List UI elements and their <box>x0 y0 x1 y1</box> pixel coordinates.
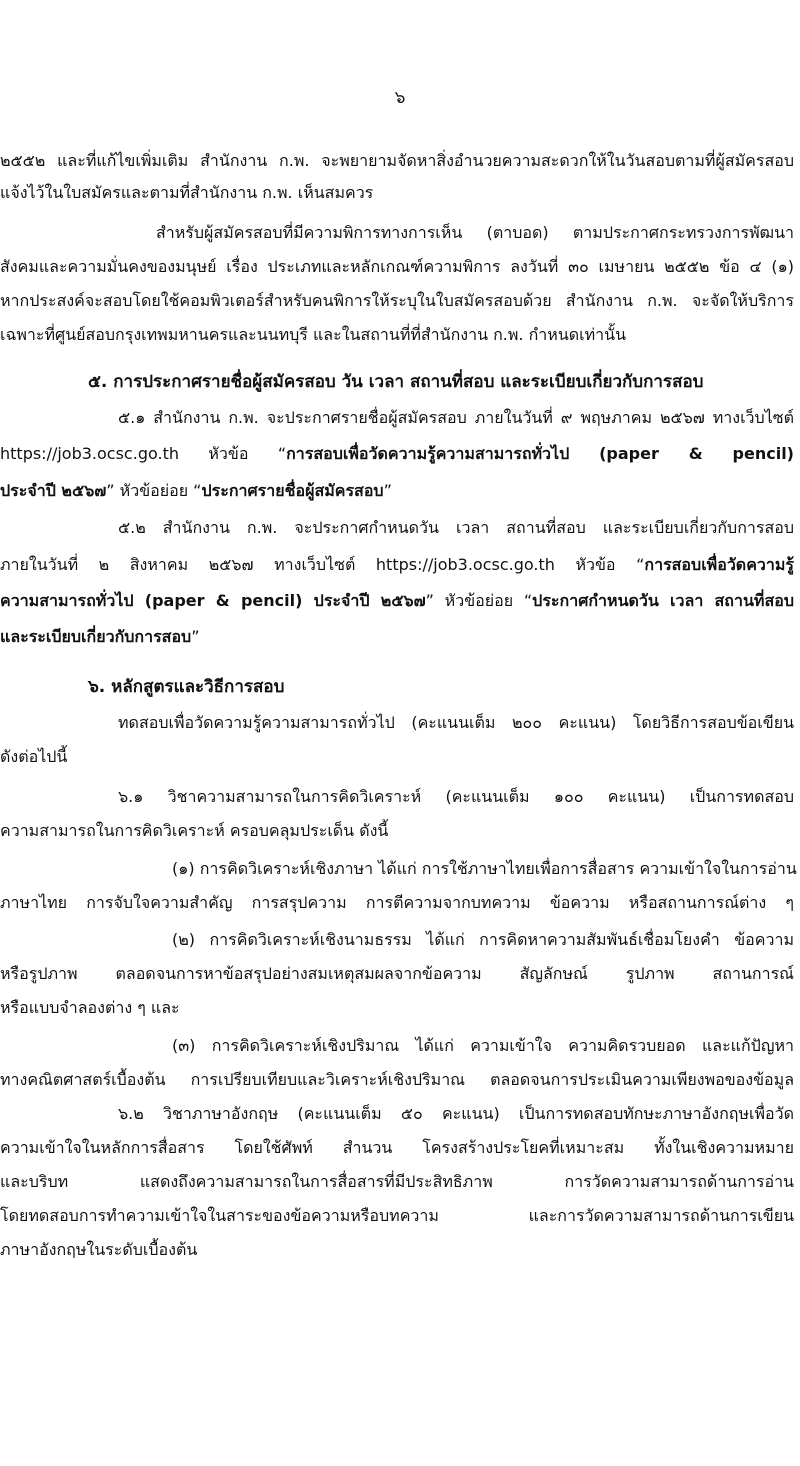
paragraph-line: ภาษาไทย การจับใจความสำคัญ การสรุปความ การตีความจากบทความ ข้อความ หรือสถานการณ์ต่าง ๆ <box>0 893 794 912</box>
paragraph-line: ดังต่อไปนี้ <box>0 747 68 766</box>
paragraph-line: ประจำปี ๒๕๖๗” หัวข้อย่อย “ประกาศรายชื่อผู้สมัครสอบ” <box>0 481 392 500</box>
paragraph-line: (๑) การคิดวิเคราะห์เชิงภาษา ได้แก่ การใช้ภาษาไทยเพื่อการสื่อสาร ความเข้าใจในการอ่าน <box>172 859 797 878</box>
paragraph-line: https://job3.ocsc.go.th หัวข้อ “การสอบเพื่อวัดความรู้ความสามารถทั่วไป (paper & pencil) <box>0 444 794 463</box>
paragraph-line: หากประสงค์จะสอบโดยใช้คอมพิวเตอร์สำหรับคนพิการให้ระบุในใบสมัครสอบด้วย สำนักงาน ก.พ. จะจัดให้บริการ <box>0 291 794 310</box>
paragraph-line: หรือรูปภาพ ตลอดจนการหาข้อสรุปอย่างสมเหตุสมผลจากข้อความ สัญลักษณ์ รูปภาพ สถานการณ์ <box>0 964 794 983</box>
paragraph-line: ๖.๒ วิชาภาษาอังกฤษ (คะแนนเต็ม ๕๐ คะแนน) เป็นการทดสอบทักษะภาษาอังกฤษเพื่อวัด <box>118 1104 794 1123</box>
section-heading: ๖. หลักสูตรและวิธีการสอบ <box>88 677 285 697</box>
paragraph-line: เฉพาะที่ศูนย์สอบกรุงเทพมหานครและนนทบุรี และในสถานที่ที่สำนักงาน ก.พ. กำหนดเท่านั้น <box>0 325 627 344</box>
paragraph-line: (๒) การคิดวิเคราะห์เชิงนามธรรม ได้แก่ การคิดหาความสัมพันธ์เชื่อมโยงคำ ข้อความ <box>172 930 794 949</box>
paragraph-line: สำหรับผู้สมัครสอบที่มีความพิการทางการเห็น (ตาบอด) ตามประกาศกระทรวงการพัฒนา <box>156 223 794 242</box>
paragraph-line: ทางคณิตศาสตร์เบื้องต้น การเปรียบเทียบและวิเคราะห์เชิงปริมาณ ตลอดจนการประเมินความเพียงพอของข้อมูล <box>0 1070 794 1089</box>
section-heading: ๕. การประกาศรายชื่อผู้สมัครสอบ วัน เวลา สถานที่สอบ และระเบียบเกี่ยวกับการสอบ <box>88 372 704 392</box>
paragraph-line: หรือแบบจำลองต่าง ๆ และ <box>0 998 180 1017</box>
paragraph-line: สังคมและความมั่นคงของมนุษย์ เรื่อง ประเภทและหลักเกณฑ์ความพิการ ลงวันที่ ๓๐ เมษายน ๒๕๕๒ ข้อ ๔ (๑) <box>0 257 794 276</box>
paragraph-line: ๕.๒ สำนักงาน ก.พ. จะประกาศกำหนดวัน เวลา สถานที่สอบ และระเบียบเกี่ยวกับการสอบ <box>118 518 794 537</box>
paragraph-line: โดยทดสอบการทำความเข้าใจในสาระของข้อความหรือบทความ และการวัดความสามารถด้านการเขียน <box>0 1206 794 1225</box>
paragraph-line: ๖.๑ วิชาความสามารถในการคิดวิเคราะห์ (คะแนนเต็ม ๑๐๐ คะแนน) เป็นการทดสอบ <box>118 787 794 806</box>
page-number: ๖ <box>394 88 406 108</box>
paragraph-line: (๓) การคิดวิเคราะห์เชิงปริมาณ ได้แก่ ความเข้าใจ ความคิดรวบยอด และแก้ปัญหา <box>172 1036 794 1055</box>
paragraph-line: และระเบียบเกี่ยวกับการสอบ” <box>0 627 200 646</box>
paragraph-line: ทดสอบเพื่อวัดความรู้ความสามารถทั่วไป (คะแนนเต็ม ๒๐๐ คะแนน) โดยวิธีการสอบข้อเขียน <box>118 713 794 732</box>
paragraph-line: ความสามารถทั่วไป (paper & pencil) ประจำปี ๒๕๖๗” หัวข้อย่อย “ประกาศกำหนดวัน เวลา สถานที่สอบ <box>0 591 794 610</box>
paragraph-line: และบริบท แสดงถึงความสามารถในการสื่อสารที่มีประสิทธิภาพ การวัดความสามารถด้านการอ่าน <box>0 1172 794 1191</box>
paragraph-line: ภาษาอังกฤษในระดับเบื้องต้น <box>0 1240 198 1259</box>
paragraph-line: ภายในวันที่ ๒ สิงหาคม ๒๕๖๗ ทางเว็บไซต์ https://job3.ocsc.go.th หัวข้อ “การสอบเพื่อวัดความรู้ <box>0 555 794 574</box>
paragraph-line: ๒๕๕๒ และที่แก้ไขเพิ่มเติม สำนักงาน ก.พ. จะพยายามจัดหาสิ่งอำนวยความสะดวกให้ในวันสอบตามที่ผู้สมัครสอบ <box>0 151 794 170</box>
paragraph-line: ความสามารถในการคิดวิเคราะห์ ครอบคลุมประเด็น ดังนี้ <box>0 821 389 840</box>
paragraph-line: ๕.๑ สำนักงาน ก.พ. จะประกาศรายชื่อผู้สมัครสอบ ภายในวันที่ ๙ พฤษภาคม ๒๕๖๗ ทางเว็บไซต์ <box>118 408 794 427</box>
paragraph-line: แจ้งไว้ในใบสมัครและตามที่สำนักงาน ก.พ. เห็นสมควร <box>0 183 374 202</box>
paragraph-line: ความเข้าใจในหลักการสื่อสาร โดยใช้ศัพท์ สำนวน โครงสร้างประโยคที่เหมาะสม ทั้งในเชิงความหมาย <box>0 1138 794 1157</box>
